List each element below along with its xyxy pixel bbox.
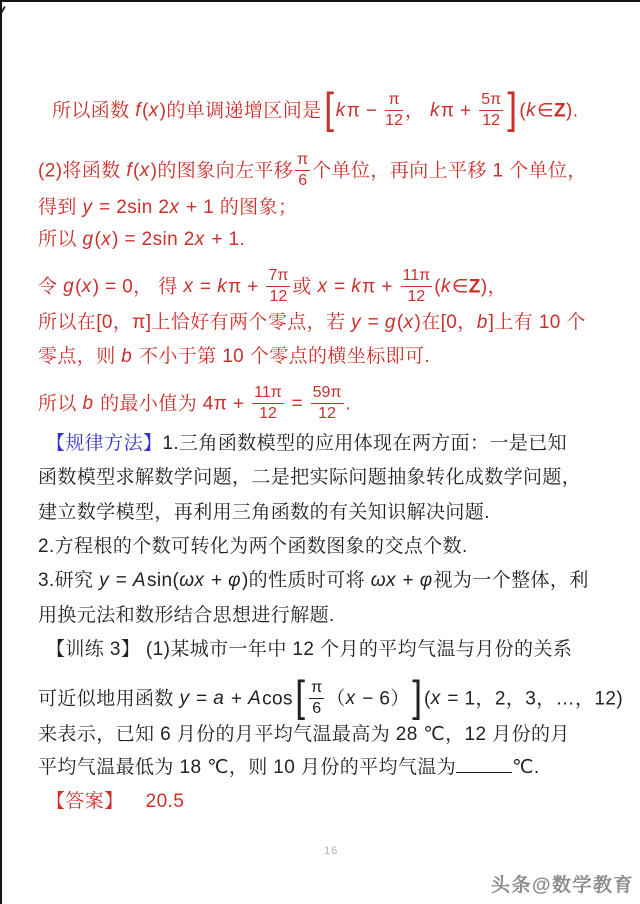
text-run: 20.5 bbox=[145, 791, 185, 812]
text-run: 【规律方法】 bbox=[46, 433, 163, 454]
text-run: cos bbox=[262, 688, 293, 710]
math-variable: f bbox=[126, 160, 132, 182]
fraction-numerator: 7π bbox=[266, 267, 290, 287]
text-run: . bbox=[345, 393, 352, 415]
text-run: ( bbox=[75, 276, 82, 298]
text-run: ) = 0， 得 bbox=[92, 276, 184, 298]
text-run: 视为一个整体，利 bbox=[433, 570, 589, 591]
fraction-denominator: 6 bbox=[298, 171, 308, 189]
math-variable: x bbox=[345, 688, 356, 710]
zero-solutions-line bbox=[38, 268, 507, 307]
text-run: 个单位，再向上平移 1 个单位， bbox=[312, 160, 587, 182]
text-run: )在[0， bbox=[414, 312, 477, 333]
text-run: + bbox=[396, 570, 420, 591]
june-temp-line bbox=[38, 721, 570, 749]
fraction-denominator: 12 bbox=[318, 404, 336, 422]
text-run: 函数模型求解数学问题，二是把实际问题抽象转化成数学问题， bbox=[38, 467, 582, 488]
text-run: ). bbox=[566, 100, 579, 122]
text-run: 所以在[0，π]上恰好有两个零点，若 bbox=[38, 312, 352, 333]
math-variable: ωx bbox=[179, 570, 205, 591]
fraction-numerator: 11π bbox=[252, 384, 284, 404]
text-run: 零点，则 bbox=[38, 346, 122, 367]
fraction bbox=[309, 679, 324, 718]
fraction bbox=[252, 384, 284, 423]
math-variable: x bbox=[183, 276, 194, 298]
math-variable: b bbox=[82, 393, 94, 415]
math-variable: x bbox=[148, 100, 159, 122]
text-run: )的单调递增区间是 bbox=[159, 100, 322, 122]
text-run: ( bbox=[141, 100, 149, 122]
text-run: = bbox=[194, 276, 218, 298]
text-run: 平均气温最低为 18 ℃，则 10 月份的平均气温为 bbox=[38, 757, 457, 779]
text-run: π + bbox=[362, 276, 399, 298]
fraction-numerator: π bbox=[385, 91, 403, 111]
method-point-3-line bbox=[38, 567, 589, 595]
math-variable: φ bbox=[419, 570, 433, 591]
fraction-denominator: 6 bbox=[312, 699, 322, 717]
text-run: = bbox=[362, 312, 385, 333]
fraction-denominator: 12 bbox=[482, 111, 501, 129]
text-run: 2.方程根的个数可转化为两个函数图象的交点个数. bbox=[38, 536, 468, 557]
text-run: = bbox=[285, 393, 309, 415]
text-run: 建立数学模型，再利用三角函数的有关知识解决问题. bbox=[38, 502, 490, 523]
text-run: )的性质时可将 bbox=[241, 570, 371, 591]
fraction-numerator: 11π bbox=[401, 267, 433, 287]
text-run: = bbox=[328, 276, 352, 298]
math-variable: x bbox=[81, 276, 92, 298]
training-3-header-line bbox=[46, 636, 572, 664]
math-variable: k bbox=[335, 100, 346, 122]
fraction-numerator: π bbox=[295, 151, 310, 171]
math-variable: y bbox=[179, 688, 190, 710]
math-variable: x bbox=[169, 197, 180, 218]
math-variable: k bbox=[429, 100, 440, 122]
text-run: 得到 bbox=[38, 197, 83, 218]
text-run: 或 bbox=[292, 276, 318, 298]
text-run: 所以 bbox=[38, 229, 83, 250]
math-variable: x bbox=[317, 276, 328, 298]
text-run: ∈ bbox=[451, 276, 469, 298]
text-run: ， bbox=[404, 100, 430, 122]
temperature-model-line: 可近似地用函数 y = a + Acos[ $\frac{\pi}{6}$ （x − 6）] (x = 1，2，3，…，12) bbox=[38, 672, 624, 722]
fraction bbox=[266, 267, 290, 306]
text-run: )的图象向左平移 bbox=[150, 160, 294, 182]
text-run: = bbox=[110, 570, 133, 591]
math-variable: g bbox=[384, 312, 396, 333]
text-run: 3.研究 bbox=[38, 570, 100, 591]
fraction-denominator: 12 bbox=[407, 287, 426, 305]
math-variable: x bbox=[139, 160, 150, 182]
text-run: ]上有 10 个 bbox=[488, 312, 586, 333]
method-header-line bbox=[46, 430, 567, 458]
fraction bbox=[295, 151, 310, 190]
watermark: 头条@数学教育 bbox=[490, 875, 634, 896]
fraction-denominator: 12 bbox=[269, 287, 288, 305]
text-run: + bbox=[225, 688, 249, 710]
two-zeros-line bbox=[38, 309, 586, 337]
tenth-zero-line bbox=[38, 343, 430, 371]
math-variable: φ bbox=[228, 570, 241, 591]
text-run: π + bbox=[228, 276, 265, 298]
text-run: + 1 的图象； bbox=[180, 197, 298, 218]
text-run: + bbox=[205, 570, 229, 591]
math-variable: k bbox=[351, 276, 362, 298]
fraction bbox=[401, 267, 433, 306]
text-run: 令 bbox=[38, 276, 64, 298]
text-run: = 1，2，3，…，12) bbox=[441, 688, 624, 710]
text-run: = bbox=[190, 688, 214, 710]
part2-translation-line bbox=[38, 152, 587, 191]
gx-definition-line bbox=[38, 226, 245, 254]
text-run: sin( bbox=[146, 570, 180, 591]
math-variable: k bbox=[526, 100, 537, 122]
math-variable: a bbox=[213, 688, 225, 710]
answer-line bbox=[46, 788, 184, 816]
math-variable: f bbox=[135, 100, 141, 122]
text-run: 所以函数 bbox=[52, 100, 136, 122]
text-run: 来表示，已知 6 月份的月平均气温最高为 28 ℃，12 月份的月 bbox=[38, 724, 570, 745]
minimum-b-line bbox=[38, 385, 351, 424]
text-run: π − bbox=[346, 100, 384, 122]
math-variable: x bbox=[403, 312, 414, 333]
text-run: ( bbox=[434, 276, 441, 298]
fraction bbox=[385, 91, 403, 130]
text-run: 不小于第 10 个零点的横坐标即可. bbox=[133, 346, 431, 367]
text-run: ( bbox=[519, 100, 527, 122]
december-temp-line bbox=[38, 754, 540, 782]
text-run: ( bbox=[424, 688, 431, 710]
math-variable: g bbox=[82, 229, 94, 250]
text-run: ( bbox=[94, 229, 102, 250]
text-run: π + bbox=[440, 100, 478, 122]
text-run: ) = 2sin 2 bbox=[112, 229, 195, 250]
text-run: 的最小值为 4π + bbox=[94, 393, 251, 415]
text-run: − 6） bbox=[356, 688, 410, 710]
text-run: ( bbox=[133, 160, 140, 182]
text-run: 【训练 3】 (1)某城市一年中 12 个月的平均气温与月份的关系 bbox=[46, 639, 573, 660]
method-point-3-cont-line bbox=[38, 602, 335, 630]
text-run: 1.三角函数模型的应用体现在两方面：一是已知 bbox=[162, 433, 568, 454]
math-variable: x bbox=[194, 229, 205, 250]
text-run: 【答案】 bbox=[46, 791, 124, 812]
math-variable: k bbox=[217, 276, 228, 298]
text-run: = 2sin 2 bbox=[93, 197, 170, 218]
math-variable: y bbox=[99, 570, 110, 591]
text-run: （ bbox=[326, 688, 346, 710]
text-run: 所以 bbox=[38, 393, 83, 415]
text-run: 可近似地用函数 bbox=[38, 688, 180, 710]
math-variable: A bbox=[248, 688, 262, 710]
page-number: 16 bbox=[324, 845, 339, 857]
math-variable: b bbox=[121, 346, 133, 367]
math-variable: x bbox=[430, 688, 441, 710]
fraction bbox=[311, 384, 344, 423]
math-variable: b bbox=[476, 312, 488, 333]
method-body-line-2 bbox=[38, 499, 490, 527]
method-point-2-line bbox=[38, 533, 468, 561]
scan-corner-mark bbox=[0, 6, 6, 21]
fraction-numerator: 5π bbox=[479, 91, 503, 111]
math-variable: g bbox=[63, 276, 75, 298]
math-variable: y bbox=[82, 197, 93, 218]
text-run: )， bbox=[480, 276, 507, 298]
math-variable: A bbox=[132, 570, 146, 591]
monotonic-interval-line: 所以函数 f(x)的单调递增区间是[ kπ − $\frac{\pi}{12}$ ， kπ + $\frac{5\pi}{12}$ ] (k∈Z). bbox=[52, 84, 579, 134]
answer-blank bbox=[456, 754, 512, 773]
text-run: ∈ bbox=[537, 100, 554, 122]
math-variable: k bbox=[440, 276, 451, 298]
text-run: + 1. bbox=[205, 229, 246, 250]
fraction-denominator: 12 bbox=[385, 111, 403, 129]
text-run: (2)将函数 bbox=[38, 160, 127, 182]
math-variable: ωx bbox=[370, 570, 396, 591]
math-set-symbol: Z bbox=[554, 100, 567, 122]
math-variable: y bbox=[351, 312, 362, 333]
text-run: ( bbox=[396, 312, 404, 333]
fraction-denominator: 12 bbox=[259, 404, 277, 422]
math-set-symbol: Z bbox=[468, 276, 481, 298]
fraction-numerator: 59π bbox=[311, 384, 344, 404]
resulting-graph-line bbox=[38, 194, 297, 222]
math-variable: x bbox=[101, 229, 112, 250]
fraction-numerator: π bbox=[309, 679, 324, 699]
method-body-line-1 bbox=[38, 464, 581, 492]
text-run: ℃. bbox=[512, 757, 540, 779]
fraction bbox=[479, 91, 503, 130]
text-run: 用换元法和数形结合思想进行解题. bbox=[38, 605, 335, 626]
